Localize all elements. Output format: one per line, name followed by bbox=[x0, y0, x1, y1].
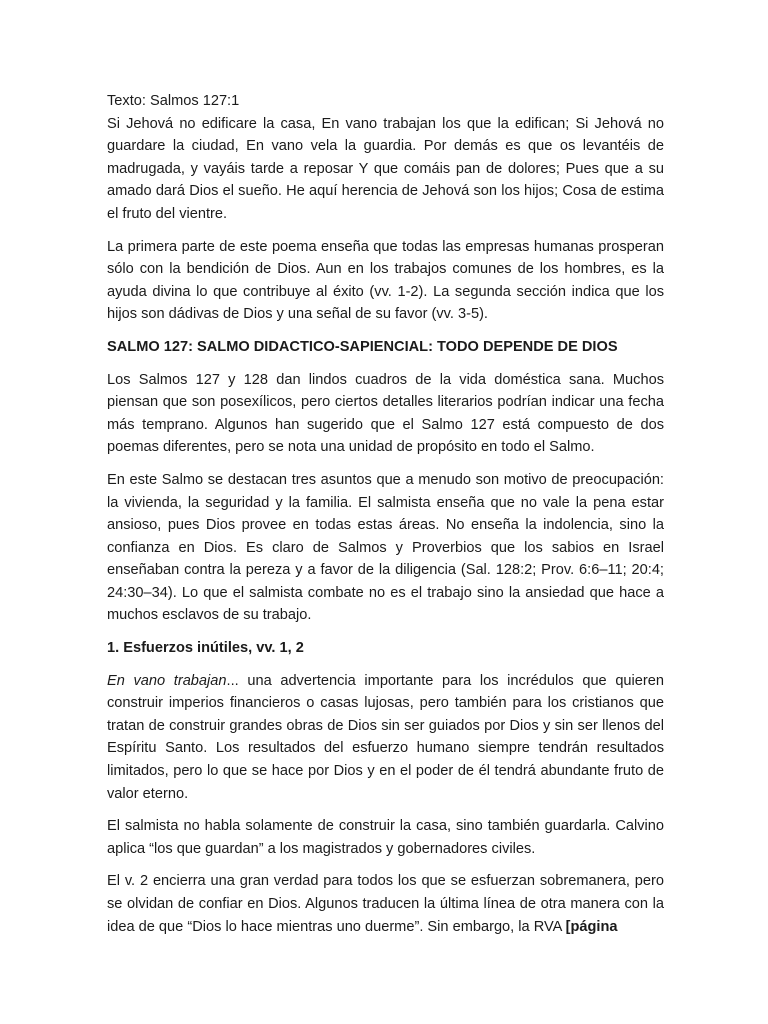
scripture-text: Si Jehová no edificare la casa, En vano trabajan los que la edifican; Si Jehová no guardare la ciudad, En vano vela la guardia. Por demás es que os levantéis de madrugada, y vayáis tarde a reposar Y que comáis pan de dolores; Pues que a su amado dará Dios el sueño. He aquí herencia de Jehová son los hijos; Cosa de estima el fruto del vientre. bbox=[107, 115, 664, 222]
section-heading-esfuerzos: 1. Esfuerzos inútiles, vv. 1, 2 bbox=[107, 640, 304, 657]
paragraph-summary: La primera parte de este poema enseña que todas las empresas humanas prosperan sólo con la bendición de Dios. Aun en los trabajos comunes de los hombres, es la ayuda divina lo que contribuye al éxito (vv. 1-2). La segunda sección indica que los hijos son dádivas de Dios y una señal de su favor (vv. 3-5). bbox=[107, 238, 664, 323]
paragraph-v2 bbox=[107, 870, 664, 938]
quoted-phrase: En vano trabajan bbox=[107, 672, 227, 689]
paragraph-calvino: El salmista no habla solamente de construir la casa, sino también guardarla. Calvino aplica “los que guardan” a los magistrados y gobernadores civiles. bbox=[107, 818, 664, 857]
paragraph-v2-text: El v. 2 encierra una gran verdad para todos los que se esfuerzan sobremanera, pero se olvidan de confiar en Dios. Algunos traducen la última línea de otra manera con la idea de que “Dios lo hace mientras uno duerme”. Sin embargo, la RVA bbox=[107, 873, 664, 935]
paragraph-themes: En este Salmo se destacan tres asuntos que a menudo son motivo de preocupación: la vivienda, la seguridad y la familia. El salmista enseña que no vale la pena estar ansioso, pues Dios provee en todas estas áreas. No enseña la indolencia, sino la confianza en Dios. Es claro de Salmos y Proverbios que los sabios en Israel enseñaban contra la pereza y a favor de la diligencia (Sal. 128:2; Prov. 6:6–11; 20:4; 24:30–34). Lo que el salmista combate no es el trabajo sino la ansiedad que hace a muchos esclavos de su trabajo. bbox=[107, 471, 664, 624]
paragraph-context: Los Salmos 127 y 128 dan lindos cuadros de la vida doméstica sana. Muchos piensan que son posexílicos, pero ciertos detalles literarios podrían indicar una fecha más temprano. Algunos han sugerido que el Salmo 127 está compuesto de dos poemas diferentes, pero se nota una unidad de propósito en todo el Salmo. bbox=[107, 371, 664, 456]
paragraph-en-vano bbox=[107, 670, 664, 806]
scripture-reference: Texto: Salmos 127:1 bbox=[107, 93, 240, 109]
paragraph-en-vano-text: ... una advertencia importante para los incrédulos que quieren construir imperios financieros o casas lujosas, pero también para los cristianos que tratan de construir grandes obras de Dios sin ser guiados por Dios y sin ser llenos del Espíritu Santo. Los resultados del esfuerzo humano siempre tendrán resultados limitados, pero lo que se hace por Dios y en el poder de él tendrá abundante fruto de valor eterno. bbox=[107, 672, 664, 802]
page-marker: [página bbox=[565, 918, 618, 935]
intro-paragraph bbox=[107, 90, 664, 226]
section-heading-salmo-127: SALMO 127: SALMO DIDACTICO-SAPIENCIAL: TODO DEPENDE DE DIOS bbox=[107, 338, 618, 355]
